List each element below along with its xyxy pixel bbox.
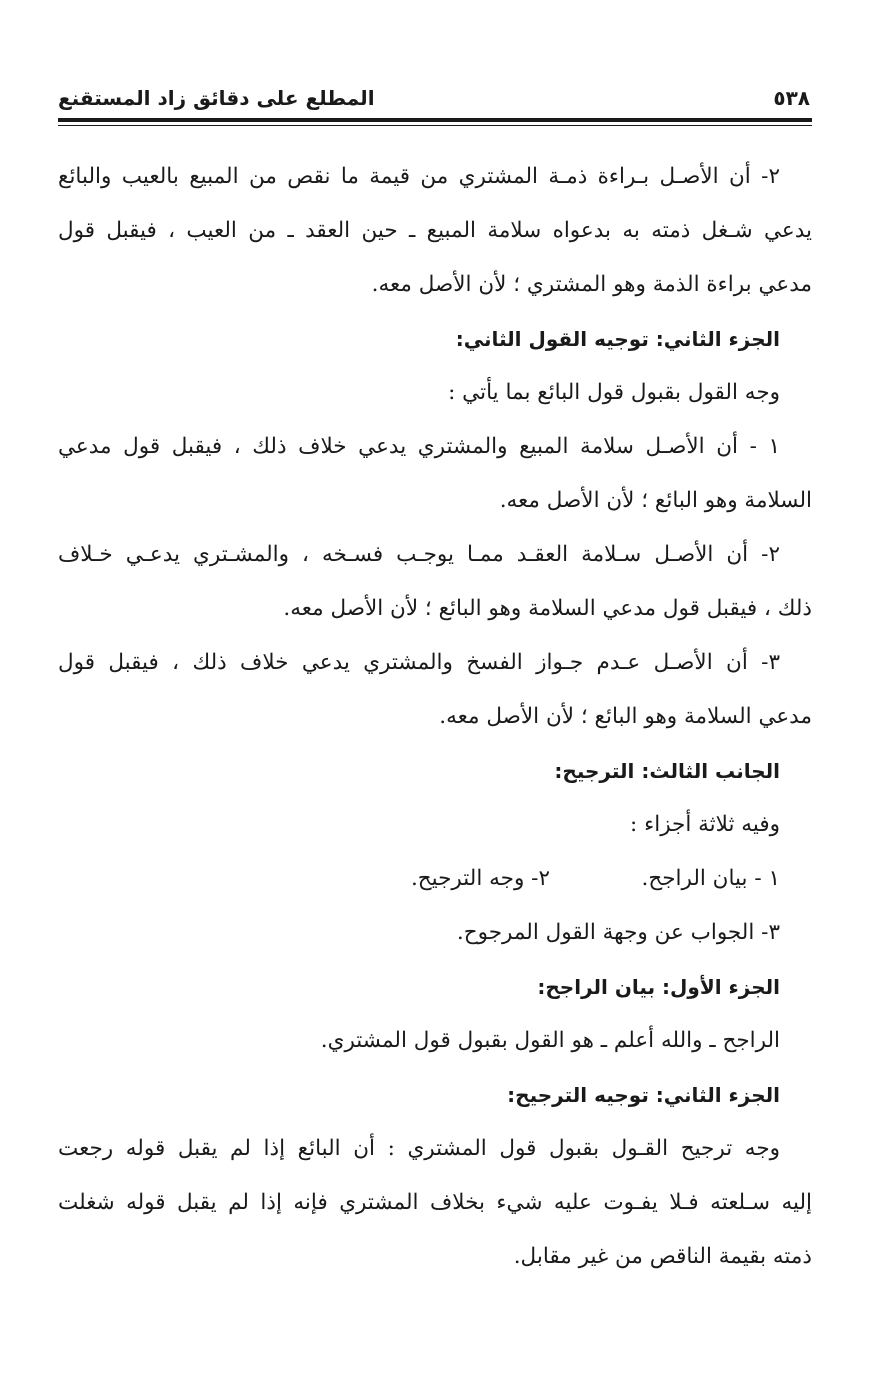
body-line: مدعي براءة الذمة وهو المشتري ؛ لأن الأصل معه. (371, 272, 812, 297)
list-item: ٢- وجه الترجيح. (410, 866, 550, 891)
list-item: ١ - بيان الراجح. (641, 866, 780, 891)
header-rule-thin (58, 125, 812, 126)
page-number: ٥٣٨ (773, 86, 810, 110)
body-line: ٣- أن الأصـل عـدم جـواز الفسخ والمشتري يدعي خلاف ذلك ، فيقبل قول (58, 650, 780, 675)
page-header (58, 82, 810, 116)
body-line: إليه سـلعته فـلا يفـوت عليه شيء بخلاف المشتري فإنه إذا لم يقبل قوله شغلت (58, 1190, 812, 1215)
body-line: يدعي شـغل ذمته به بدعواه سلامة المبيع ـ حين العقد ـ من العيب ، فيقبل قول (58, 218, 812, 243)
running-title: المطلع على دقائق زاد المستقنع (58, 86, 375, 110)
body-line: ذلك ، فيقبل قول مدعي السلامة وهو البائع ؛ لأن الأصل معه. (283, 596, 812, 621)
body-line: ١ - أن الأصـل سلامة المبيع والمشتري يدعي خلاف ذلك ، فيقبل قول مدعي (58, 434, 780, 459)
body-line: ٢- أن الأصـل بـراءة ذمـة المشتري من قيمة ما نقص من المبيع بالعيب والبائع (58, 164, 780, 189)
section-heading: الجزء الثاني: توجيه الترجيح: (507, 1083, 780, 1107)
body-line: ذمته بقيمة الناقص من غير مقابل. (513, 1244, 812, 1269)
header-rule-thick (58, 118, 812, 122)
body-line: السلامة وهو البائع ؛ لأن الأصل معه. (499, 488, 812, 513)
body-line: وفيه ثلاثة أجزاء : (630, 812, 780, 837)
section-heading: الجانب الثالث: الترجيح: (554, 759, 780, 783)
section-heading: الجزء الثاني: توجيه القول الثاني: (455, 327, 780, 351)
body-line: الراجح ـ والله أعلم ـ هو القول بقبول قول المشتري. (320, 1028, 780, 1053)
body-line: ٢- أن الأصـل سـلامة العقـد ممـا يوجـب فسـخه ، والمشـتري يدعـي خـلاف (58, 542, 780, 567)
section-heading: الجزء الأول: بيان الراجح: (537, 975, 780, 999)
list-row (58, 852, 812, 906)
body-line: وجه القول بقبول قول البائع بما يأتي : (448, 380, 780, 405)
body-line: مدعي السلامة وهو البائع ؛ لأن الأصل معه. (439, 704, 812, 729)
list-item: ٣- الجواب عن وجهة القول المرجوح. (456, 920, 780, 945)
body-line: وجه ترجيح القـول بقبول قول المشتري : أن البائع إذا لم يقبل قوله رجعت (58, 1136, 780, 1161)
page-body (58, 150, 812, 1284)
